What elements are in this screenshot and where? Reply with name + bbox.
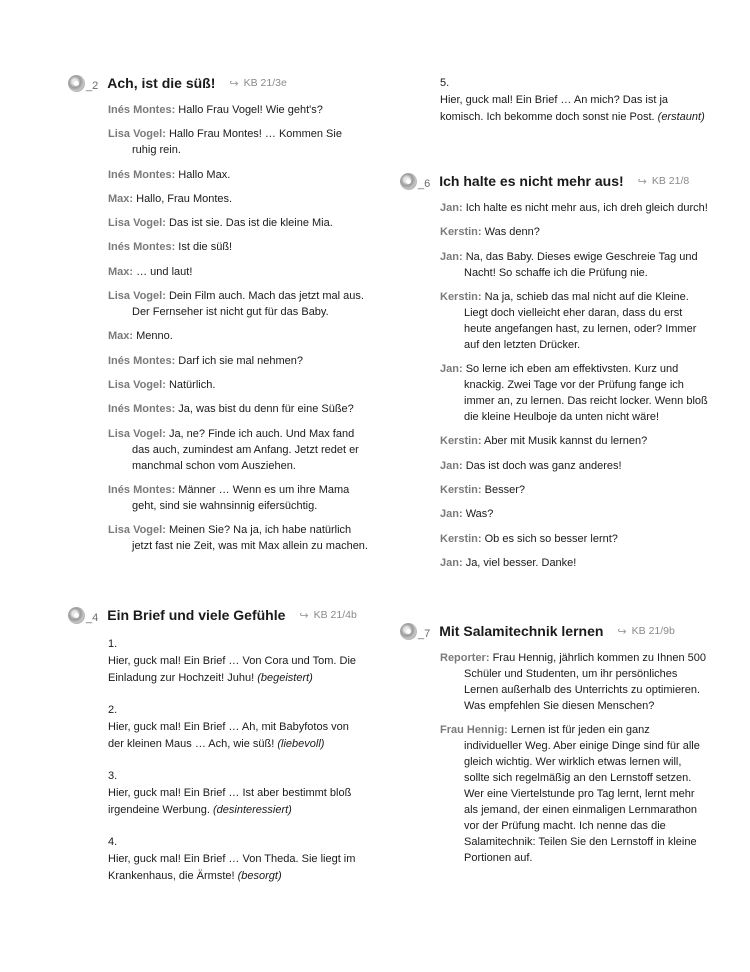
line-text: Was denn? — [484, 226, 540, 239]
speaker-name: Reporter: — [440, 652, 490, 664]
section-title: Ein Brief und viele Gefühle — [107, 607, 286, 623]
dialogue-line — [440, 224, 710, 240]
line-text: Hallo Max. — [178, 168, 231, 181]
track-number: _2 — [86, 80, 99, 92]
dialogue-line — [108, 482, 368, 514]
line-text: Männer … Wenn es um ihre Mama geht, sind sie wahnsinnig eifersüchtig. — [132, 483, 350, 512]
arrow-reference-icon: ↪ — [229, 77, 239, 90]
item-emotion: (erstaunt) — [657, 111, 705, 123]
dialogue-line — [108, 328, 368, 344]
dialogue-line — [108, 426, 368, 474]
line-text: So lerne ich eben am effektivsten. Kurz und knackig. Zwei Tage vor der Prüfung fange ich immer an, zu lernen. Das reicht locker. Wenn bloß die kleine Heulboje da unten nicht wäre! — [464, 363, 708, 424]
dialogue-line — [108, 522, 368, 554]
kb-reference-text: KB 21/3e — [243, 77, 287, 89]
speaker-name: Kerstin: — [440, 435, 482, 448]
line-text: Ist die süß! — [178, 241, 233, 254]
speaker-name: Lisa Vogel: — [108, 217, 166, 230]
audio-cd-icon[interactable] — [68, 607, 85, 624]
kb-reference-text: KB 21/9b — [631, 625, 675, 637]
line-text: Das ist doch was ganz anderes! — [465, 459, 622, 472]
item-emotion: (liebevoll) — [277, 738, 325, 750]
speaker-name: Inés Montes: — [108, 403, 176, 416]
kb-reference — [617, 625, 674, 638]
dialogue-line — [440, 506, 710, 522]
line-text: Ja, was bist du denn für eine Süße? — [178, 403, 354, 416]
speaker-name: Lisa Vogel: — [108, 378, 166, 391]
audio-cd-icon[interactable] — [400, 173, 417, 190]
speaker-name: Kerstin: — [440, 226, 482, 239]
speaker-name: Inés Montes: — [108, 483, 176, 496]
item-number: 2. — [108, 704, 118, 716]
item-number: 4. — [108, 836, 118, 848]
line-text: Das ist sie. Das ist die kleine Mia. — [168, 217, 333, 230]
line-text: Besser? — [484, 484, 525, 497]
speaker-name: Lisa Vogel: — [108, 128, 166, 141]
audio-cd-icon[interactable] — [400, 623, 417, 640]
dialogue-line — [108, 215, 368, 231]
item-emotion: (begeistert) — [257, 672, 313, 684]
section-7-header — [400, 620, 710, 642]
section-7 — [400, 620, 710, 875]
section-4-header — [68, 604, 368, 626]
letter-item — [108, 702, 363, 753]
speaker-name: Inés Montes: — [108, 241, 176, 254]
item-number: 5. — [440, 77, 450, 89]
speaker-name: Max: — [108, 330, 134, 343]
section-2-header — [68, 72, 368, 94]
dialogue-line — [108, 353, 368, 369]
item-text: Hier, guck mal! Ein Brief … An mich? Das ist ja komisch. Ich bekomme doch sonst nie Post. — [440, 94, 669, 123]
line-text: Menno. — [136, 330, 173, 343]
section-2 — [68, 72, 368, 562]
dialogue-line — [108, 167, 368, 183]
line-text: Ob es sich so besser lernt? — [484, 532, 618, 545]
dialogue-line — [440, 361, 710, 425]
section-title: Mit Salamitechnik lernen — [439, 623, 604, 639]
item-number: 1. — [108, 638, 118, 650]
item-emotion: (desinteressiert) — [212, 804, 292, 816]
audio-cd-icon[interactable] — [68, 75, 85, 92]
letter-item — [108, 636, 363, 687]
dialogue-line — [440, 531, 710, 547]
speaker-name: Kerstin: — [440, 484, 482, 497]
track-number: _6 — [418, 178, 431, 190]
arrow-reference-icon: ↪ — [299, 609, 309, 622]
dialogue-line — [108, 288, 368, 320]
kb-reference — [638, 175, 690, 188]
speaker-name: Kerstin: — [440, 532, 482, 545]
line-text: Lernen ist für jeden ein ganz individueller Weg. Aber einige Dinge sind für alle gleich wichtig. Wer wirklich etwas lernen will, sollte sich regelmäßig an den Lernstoff setzen. Wer eine Viertelstunde pro Tag lernt, lernt mehr als jemand, der einen einmaligen Lernmarathon vor der Prüfung macht. Ich nenne das die Salamitechnik: Teilen Sie den Lernstoff in kleine Portionen auf. — [464, 724, 700, 865]
line-text: Na ja, schieb das mal nicht auf die Kleine. Liegt doch vielleicht eher daran, dass du erst heute angefangen hast, zu lernen, oder? Immer auf den letzten Drücker. — [464, 290, 697, 351]
item-text: Hier, guck mal! Ein Brief … Von Cora und Tom. Die Einladung zur Hochzeit! Juhu! — [108, 655, 357, 684]
speaker-name: Jan: — [440, 508, 463, 521]
dialogue — [68, 102, 368, 554]
speaker-name: Max: — [108, 265, 134, 278]
letter-item — [108, 768, 363, 819]
section-4-continued — [400, 75, 710, 141]
line-text: Darf ich sie mal nehmen? — [178, 354, 304, 367]
line-text: Hallo, Frau Montes. — [136, 192, 233, 205]
line-text: Hallo Frau Montes! … Kommen Sie ruhig rein. — [132, 128, 342, 157]
speaker-name: Lisa Vogel: — [108, 427, 166, 440]
speaker-name: Lisa Vogel: — [108, 524, 166, 537]
speaker-name: Inés Montes: — [108, 354, 176, 367]
dialogue-line — [440, 289, 710, 353]
dialogue-line — [108, 401, 368, 417]
letter-item — [440, 75, 710, 126]
speaker-name: Inés Montes: — [108, 168, 176, 181]
line-text: Hallo Frau Vogel! Wie geht's? — [178, 104, 323, 116]
section-4 — [68, 604, 368, 900]
line-text: Ja, viel besser. Danke! — [465, 556, 577, 569]
item-text: Hier, guck mal! Ein Brief … Ah, mit Babyfotos von der kleinen Maus … Ach, wie süß! — [108, 721, 349, 750]
line-text: Aber mit Musik kannst du lernen? — [484, 435, 648, 448]
dialogue-line — [440, 555, 710, 571]
speaker-name: Kerstin: — [440, 290, 482, 303]
letter-item — [108, 834, 363, 885]
dialogue — [400, 200, 710, 571]
section-title: Ich halte es nicht mehr aus! — [439, 173, 624, 189]
line-text: Ich halte es nicht mehr aus, ich dreh gleich durch! — [465, 202, 708, 214]
dialogue-line — [440, 458, 710, 474]
kb-reference-text: KB 21/8 — [651, 175, 690, 187]
section-title: Ach, ist die süß! — [107, 75, 216, 91]
dialogue-line — [440, 433, 710, 449]
letter-items — [68, 634, 363, 885]
dialogue-line — [440, 650, 710, 714]
dialogue-line — [440, 722, 710, 866]
kb-reference — [229, 77, 286, 90]
dialogue-line — [108, 102, 368, 118]
dialogue-line — [440, 200, 710, 216]
line-text: Ja, ne? Finde ich auch. Und Max fand das auch, zumindest am Anfang. Jetzt redet er manchmal schon vom Ausziehen. — [132, 427, 359, 472]
kb-reference — [299, 609, 356, 622]
speaker-name: Inés Montes: — [108, 104, 176, 116]
dialogue-line — [108, 377, 368, 393]
line-text: … und laut! — [136, 265, 193, 278]
dialogue-line — [108, 126, 368, 158]
dialogue-line — [108, 264, 368, 280]
dialogue — [400, 650, 710, 866]
speaker-name: Lisa Vogel: — [108, 290, 166, 303]
kb-reference-text: KB 21/4b — [313, 609, 357, 621]
line-text: Frau Hennig, jährlich kommen zu Ihnen 500 Schüler und Studenten, um ihr persönliches Lernen außerhalb des Unterrichts zu optimieren. Was empfehlen Sie diesen Menschen? — [464, 652, 706, 712]
dialogue-line — [440, 482, 710, 498]
arrow-reference-icon: ↪ — [617, 625, 627, 638]
section-6 — [400, 170, 710, 579]
arrow-reference-icon: ↪ — [637, 175, 647, 188]
speaker-name: Jan: — [440, 556, 463, 569]
item-emotion: (besorgt) — [237, 870, 282, 882]
speaker-name: Max: — [108, 192, 134, 205]
speaker-name: Jan: — [440, 202, 463, 214]
track-number: _4 — [86, 612, 99, 624]
speaker-name: Jan: — [440, 459, 463, 472]
track-number: _7 — [418, 628, 431, 640]
dialogue-line — [440, 249, 710, 281]
speaker-name: Jan: — [440, 250, 463, 263]
line-text: Natürlich. — [168, 378, 216, 391]
dialogue-line — [108, 191, 368, 207]
item-text: Hier, guck mal! Ein Brief … Ist aber bestimmt bloß irgendeine Werbung. — [108, 787, 352, 816]
dialogue-line — [108, 239, 368, 255]
line-text: Na, das Baby. Dieses ewige Geschreie Tag und Nacht! So schaffe ich die Prüfung nie. — [464, 250, 698, 279]
item-number: 3. — [108, 770, 118, 782]
line-text: Was? — [465, 508, 494, 521]
section-6-header — [400, 170, 710, 192]
line-text: Meinen Sie? Na ja, ich habe natürlich jetzt fast nie Zeit, was mit Max allein zu machen. — [132, 524, 368, 553]
line-text: Dein Film auch. Mach das jetzt mal aus. Der Fernseher ist nicht gut für das Baby. — [132, 290, 364, 319]
item-text: Hier, guck mal! Ein Brief … Von Theda. Sie liegt im Krankenhaus, die Ärmste! — [108, 853, 356, 882]
speaker-name: Frau Hennig: — [440, 724, 508, 737]
speaker-name: Jan: — [440, 363, 463, 376]
